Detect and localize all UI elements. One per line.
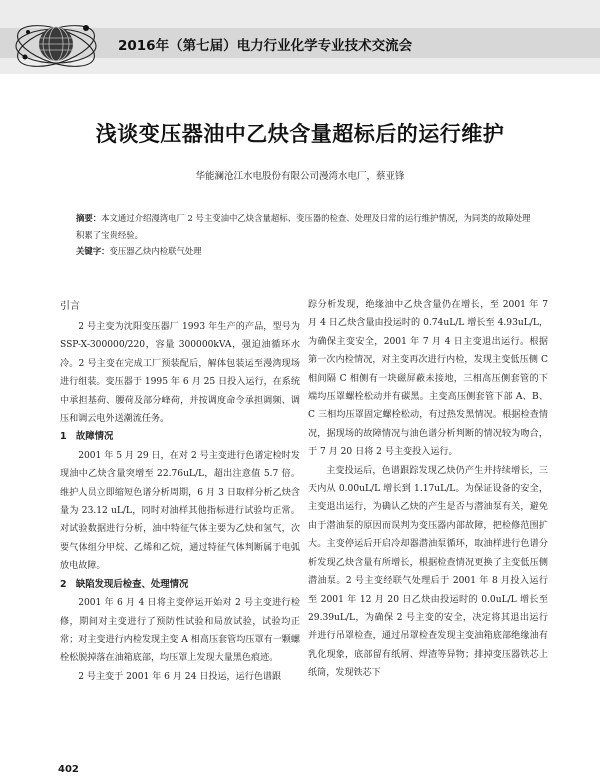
keywords [76,245,534,257]
intro-paragraph: 2 号主变为沈阳变压器厂 1993 年生产的产品，型号为 SSP-X-300000/220，容量 300000kVA，强迫油循环水冷。2 号主变在完成工厂预装配后，解体包装运至漫湾现场进行组装。变压器于 1995 年 6 月 25 日投入运行，在系统中承担基荷、腰荷及部分峰荷，并按调度命令承担调频、调压和调云电外送潮流任务。 [60,322,300,425]
left-column [60,296,300,686]
section-1-paragraph: 2001 年 5 月 29 日，在对 2 号主变进行色谱定检时发现油中乙炔含量突增至 22.76uL/L，超出注意值 5.7 倍。维护人员立即缩短色谱分析周期，6 月 3 日取样分析乙炔含量为 23.12 uL/L，同时对油样其他指标进行试验均正常。对试验数据进行分析，油中特征气体主要为乙炔和氢气，次要气体组分甲烷、乙烯和乙烷，通过特征气体判断属于电弧放电故障。 [60,450,300,572]
page-number: 402 [58,764,79,775]
abstract-text: 本文通过介绍漫湾电厂 2 号主变油中乙炔含量超标、变压器的检查、处理及日常的运行维护情况，为同类的故障处理积累了宝贵经验。 [76,213,531,240]
section-2-heading: 2 缺陷发现后检查、处理情况 [60,578,189,590]
right-column [308,296,548,683]
abstract-label: 摘要： [76,213,102,223]
right-paragraph-1: 踪分析发现，绝缘油中乙炔含量仍在增长，至 2001 年 7 月 4 日乙炔含量由投运时的 0.74uL/L 增长至 4.93uL/L，为确保主变安全，2001 年 7 月 4 日主变退出运行。根据第一次内检情况，对主变再次进行内检，发现主变低压侧 C 相间隔 C 相侧有一块磁屏蔽未接地，三相高压侧套管的下端均压罩螺栓松动并有碳黑。主变高压侧套管下部 A、B、C 三相均压罩固定螺栓松动，有过热发黑情况。根据检查情况，据现场的故障情况与油色谱分析判断的情况较为吻合，于 7 月 20 日将 2 号主变投入运行。 [308,300,548,458]
authors: 华能澜沧江水电股份有限公司漫湾水电厂，蔡亚锋 [195,171,405,182]
section-2-paragraph-1: 2001 年 6 月 4 日将主变停运开始对 2 号主变进行检修，期间对主变进行了预防性试验和局放试验，试验均正常；对主变进行内检发现主变 A 相高压套管均压罩有一颗螺栓松脱掉落在油箱底部，均压罩上发现大量黑色痕迹。 [60,598,300,664]
section-2-paragraph-2: 2 号主变于 2001 年 6 月 24 日投运，运行色谱跟 [78,671,282,682]
right-paragraph-2: 主变投运后，色谱跟踪发现乙炔仍产生并持续增长，三天内从 0.00uL/L 增长到 1.17uL/L。为保证设备的安全，主变退出运行，为确认乙炔的产生是否与潜油泵有关，避免由于潜油泵的原因而误判为变压器内部故障，把检修范围扩大。主变停运后开启冷却器潜油泵循环，取油样进行色谱分析发现乙炔含量有所增长，根据检查情况更换了主变低压侧潜油泵。2 号主变经联气处理后于 2001 年 8 月投入运行至 2001 年 12 月 20 日乙炔由投运时的 0.0uL/L 增长至 29.39uL/L，为确保 2 号主变的安全，决定将其退出运行并进行吊罩检查，通过吊罩检查发现主变油箱底部绝缘油有乳化现象，底部留有纸屑、焊渣等异物；排掉变压器铁芯上纸筒，发现铁芯下 [308,465,548,679]
globe-logo-icon [8,6,104,70]
paper-title: 浅谈变压器油中乙炔含量超标后的运行维护 [95,122,505,146]
keywords-label: 关键字： [76,246,110,256]
keywords-text: 变压器乙炔内检联气处理 [109,246,202,256]
intro-heading: 引言 [60,301,80,312]
conference-title: 2016年（第七届）电力行业化学专业技术交流会 [118,38,413,54]
section-1-heading: 1 故障情况 [60,431,114,443]
abstract [76,210,534,244]
